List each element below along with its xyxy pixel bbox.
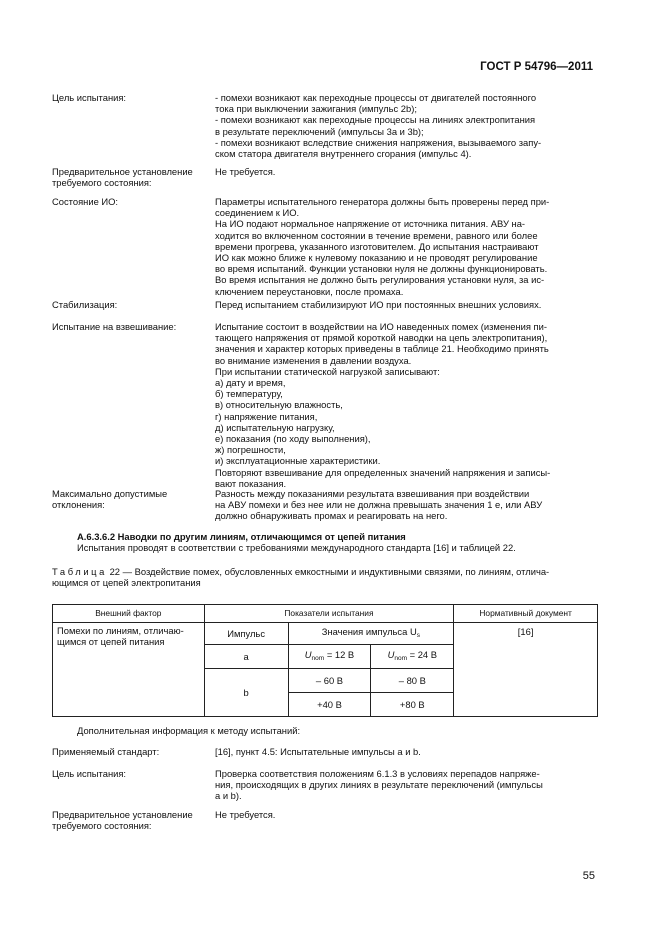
document-id: ГОСТ Р 54796—2011 (480, 61, 593, 73)
unom-12-cell: $U_{nom} = 12$ В (288, 645, 371, 669)
definition-label: Цель испытания: (52, 768, 127, 779)
definition-label: Состояние ИО: (52, 196, 119, 207)
definition-label: Максимально допустимые отклонения: (52, 488, 168, 511)
values-header-cell: Значения импульса $U_s$ (288, 623, 454, 645)
b-value-cell: – 60 В (288, 669, 371, 693)
b-value-cell: +40 В (288, 693, 371, 717)
subsection (77, 531, 516, 553)
table-caption (52, 566, 597, 588)
table-caption-prefix: Таблица (52, 566, 107, 577)
table-row (53, 623, 598, 645)
additional-info-intro: Дополнительная информация к методу испытаний: (77, 725, 301, 736)
normative-doc-cell: [16] (454, 623, 598, 717)
definition-body: [16], пункт 4.5: Испытательные импульсы a и b. (215, 746, 421, 757)
table-caption-number: 22 (109, 566, 121, 577)
table-header-cell: Показатели испытания (204, 605, 454, 623)
definition-row (52, 488, 597, 522)
definition-row (52, 809, 597, 831)
table-caption-line2: ющимся от цепей электропитания (52, 577, 201, 589)
page-number: 55 (582, 870, 595, 882)
definition-body: Не требуется. (215, 166, 276, 177)
definition-body: Не требуется. (215, 809, 276, 820)
definition-label: Стабилизация: (52, 299, 118, 310)
subsection-text: Испытания проводят в соответствии с требованиями международного стандарта [16] и таблицей 22. (77, 542, 516, 554)
b-value-cell: +80 В (371, 693, 454, 717)
table-header-row (53, 605, 598, 623)
definition-label: Цель испытания: (52, 92, 127, 103)
definition-body: Испытание состоит в воздействии на ИО наведенных помех (изменения пи- тающего напряжения от прямой короткой наводки на цепь электропитания), значения и характер которых приведены в таблице 21. Необходимо принять во внимание изменения в давлении воздуха. При испытании статической нагрузкой записывают: а) дату и время, б) температуру, в) относительную влажность, г) напряжение питания, д) испытательную нагрузку, е) показания (по ходу выполнения), ж) погрешности, и) эксплуатационные характеристики. Повторяют взвешивание для определенных значений напряжения и записы- вают показания. (215, 321, 551, 489)
definition-label: Предварительное установление требуемого состояния: (52, 166, 193, 189)
definition-row (52, 299, 597, 310)
table-header-cell: Внешний фактор (53, 605, 205, 623)
definition-label: Применяемый стандарт: (52, 746, 160, 757)
subsection-heading: А.6.3.6.2 Наводки по другим линиям, отличающимся от цепей питания (77, 531, 406, 542)
pulse-b-cell: b (204, 669, 288, 717)
table-caption-line1: — Воздействие помех, обусловленных емкостными и индуктивными связями, по линиям, отлича- (122, 566, 550, 577)
pulse-header-cell: Импульс (204, 623, 288, 645)
definition-row (52, 746, 597, 757)
table-header-cell: Нормативный документ (454, 605, 598, 623)
table-22 (52, 604, 598, 717)
b-value-cell: – 80 В (371, 669, 454, 693)
external-factor-cell: Помехи по линиям, отличаю- щимся от цепей питания (53, 623, 205, 717)
definition-body: Перед испытанием стабилизируют ИО при постоянных внешних условиях. (215, 299, 542, 310)
definition-label: Предварительное установление требуемого состояния: (52, 809, 193, 832)
definition-row (52, 768, 597, 802)
unom-24-cell: $U_{nom} = 24$ В (371, 645, 454, 669)
definition-body: Параметры испытательного генератора должны быть проверены перед при- соединением к ИО. На ИО подают нормальное напряжение от источника питания. АВУ на- ходится во включенном состоянии в течение времени, равного или более времени прогрева, указанного изготовителем. До испытания настраивают ИО как можно ближе к нулевому показанию и не проводят регулирование во время испытаний. Функции установки нуля не должны функционировать. Во время испытания не должно быть регулирования установки нуля, за ис- ключением переустановки, после промаха. (215, 196, 550, 297)
definition-body: Проверка соответствия положениям 6.1.3 в условиях перепадов напряже- ния, происходящих в других линиях в результате переключений (импульсы a и b). (215, 768, 543, 802)
definition-label: Испытание на взвешивание: (52, 321, 177, 332)
pulse-a-cell: a (204, 645, 288, 669)
definition-row (52, 166, 597, 188)
definition-row (52, 196, 597, 297)
definition-row (52, 92, 597, 159)
definition-body: - помехи возникают как переходные процессы от двигателей постоянного тока при выключении зажигания (импульс 2b); - помехи возникают как переходные процессы на линиях электропитания в результате переключений (импульсы 3а и 3b); - помехи возникают вследствие снижения напряжения, вызываемого запу- ском статора двигателя внутреннего сгорания (импульс 4). (215, 92, 542, 160)
definition-body: Разность между показаниями результата взвешивания при воздействии на АВУ помехи и без нее или не должна превышать значения 1 e, или АВУ должно обнаруживать промах и реагировать на него. (215, 488, 543, 522)
definition-row (52, 321, 597, 489)
